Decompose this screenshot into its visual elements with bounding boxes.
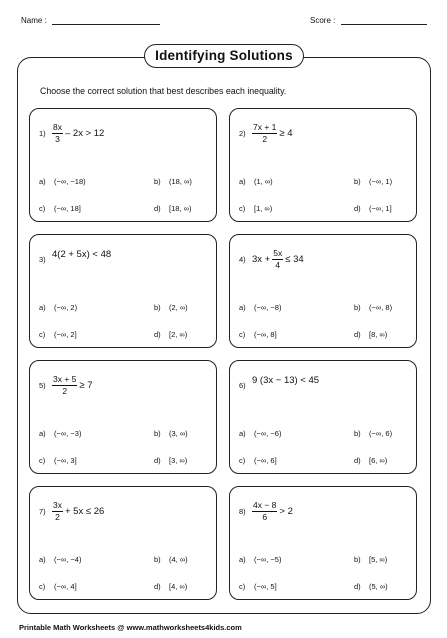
problem-number: 7) — [39, 507, 46, 516]
inequality-expression — [51, 249, 112, 260]
expression-term: 9 (3x − 13) < 45 — [252, 375, 320, 386]
option-letter: b) — [354, 177, 361, 186]
option-b[interactable] — [154, 429, 188, 438]
fraction — [252, 123, 277, 143]
option-c[interactable] — [39, 204, 81, 213]
option-interval: (−∞, 4] — [54, 582, 77, 591]
expression-term: ≥ 7 — [79, 379, 93, 391]
option-letter: a) — [239, 429, 246, 438]
option-interval: [8, ∞) — [369, 330, 388, 339]
option-letter: b) — [354, 429, 361, 438]
option-interval: (−∞, 1) — [369, 177, 393, 186]
option-letter: b) — [154, 429, 161, 438]
name-line[interactable] — [52, 15, 160, 25]
fraction-denominator: 2 — [262, 133, 268, 144]
option-letter: a) — [39, 429, 46, 438]
option-letter: a) — [39, 303, 46, 312]
option-c[interactable] — [239, 456, 277, 465]
score-line[interactable] — [341, 15, 427, 25]
option-letter: b) — [154, 303, 161, 312]
option-c[interactable] — [39, 456, 77, 465]
option-interval: (−∞, −6) — [254, 429, 282, 438]
option-letter: c) — [239, 330, 246, 339]
option-letter: d) — [354, 204, 361, 213]
option-c[interactable] — [239, 330, 277, 339]
option-a[interactable] — [239, 429, 281, 438]
option-interval: (−∞, 3] — [54, 456, 77, 465]
option-letter: b) — [154, 177, 161, 186]
expression-term: ≤ 34 — [285, 253, 304, 265]
option-d[interactable] — [154, 330, 187, 339]
problem-number: 1) — [39, 129, 46, 138]
fraction — [52, 375, 77, 395]
option-c[interactable] — [239, 582, 277, 591]
option-letter: b) — [354, 303, 361, 312]
option-letter: a) — [239, 303, 246, 312]
fraction — [252, 501, 277, 521]
option-letter: c) — [239, 456, 246, 465]
option-letter: d) — [154, 330, 161, 339]
option-c[interactable] — [239, 204, 272, 213]
expression-term: ≥ 4 — [279, 127, 293, 139]
option-letter: a) — [239, 555, 246, 564]
option-letter: a) — [239, 177, 246, 186]
option-b[interactable] — [154, 177, 192, 186]
option-d[interactable] — [354, 204, 392, 213]
option-b[interactable] — [354, 303, 392, 312]
option-interval: (3, ∞) — [169, 429, 188, 438]
inequality-expression — [51, 501, 105, 521]
option-b[interactable] — [354, 177, 392, 186]
option-letter: d) — [154, 204, 161, 213]
inequality-expression — [251, 249, 305, 269]
problem-number: 2) — [239, 129, 246, 138]
option-d[interactable] — [354, 330, 387, 339]
expression-term: – 2x > 12 — [64, 127, 105, 139]
name-field — [21, 15, 160, 25]
option-interval: [18, ∞) — [169, 204, 192, 213]
expression-term: 4(2 + 5x) < 48 — [52, 249, 112, 260]
option-d[interactable] — [154, 582, 187, 591]
problem-card-4 — [229, 234, 417, 348]
problem-card-5 — [29, 360, 217, 474]
option-d[interactable] — [354, 456, 387, 465]
option-interval: [3, ∞) — [169, 456, 188, 465]
option-interval: (−∞, 6) — [369, 429, 393, 438]
option-d[interactable] — [154, 204, 191, 213]
fraction-denominator: 2 — [62, 385, 68, 396]
fraction-numerator: 4x − 8 — [253, 500, 277, 510]
inequality-expression — [51, 123, 105, 143]
instruction-text: Choose the correct solution that best describes each inequality. — [40, 86, 287, 96]
expression-term: + 5x ≤ 26 — [64, 505, 105, 517]
option-c[interactable] — [39, 582, 77, 591]
problem-card-2 — [229, 108, 417, 222]
option-letter: d) — [354, 330, 361, 339]
option-interval: [4, ∞) — [169, 582, 188, 591]
problem-card-8 — [229, 486, 417, 600]
option-a[interactable] — [239, 303, 281, 312]
option-interval: [2, ∞) — [169, 330, 188, 339]
option-letter: d) — [354, 456, 361, 465]
option-d[interactable] — [154, 456, 187, 465]
option-interval: (18, ∞) — [169, 177, 192, 186]
option-letter: c) — [39, 204, 46, 213]
option-interval: (−∞, 8) — [369, 303, 393, 312]
option-b[interactable] — [354, 429, 392, 438]
option-interval: (−∞, 2] — [54, 330, 77, 339]
option-interval: (4, ∞) — [169, 555, 188, 564]
problem-card-3 — [29, 234, 217, 348]
problem-number: 6) — [239, 381, 246, 390]
option-interval: (−∞, −18) — [54, 177, 86, 186]
fraction-denominator: 2 — [55, 511, 60, 522]
option-a[interactable] — [239, 555, 281, 564]
option-c[interactable] — [39, 330, 77, 339]
problem-number: 5) — [39, 381, 46, 390]
option-letter: d) — [354, 582, 361, 591]
option-interval: (−∞, 2) — [54, 303, 78, 312]
option-a[interactable] — [39, 177, 86, 186]
option-letter: d) — [154, 582, 161, 591]
option-interval: [6, ∞) — [369, 456, 388, 465]
option-letter: c) — [39, 330, 46, 339]
option-a[interactable] — [239, 177, 273, 186]
option-interval: (5, ∞) — [369, 582, 388, 591]
problem-card-1 — [29, 108, 217, 222]
footer-credit: Printable Math Worksheets @ www.mathworksheets4kids.com — [19, 623, 242, 632]
option-interval: (−∞, 6] — [254, 456, 277, 465]
option-interval: (−∞, −5) — [254, 555, 282, 564]
option-interval: (−∞, 5] — [254, 582, 277, 591]
option-a[interactable] — [39, 555, 81, 564]
problem-number: 8) — [239, 507, 246, 516]
option-d[interactable] — [354, 582, 388, 591]
fraction-numerator: 5x — [273, 248, 283, 258]
option-interval: (−∞, −4) — [54, 555, 82, 564]
fraction-numerator: 3x — [53, 500, 62, 510]
inequality-expression — [251, 501, 294, 521]
expression-term: > 2 — [279, 505, 293, 517]
page-title: Identifying Solutions — [144, 44, 304, 68]
option-letter: b) — [354, 555, 361, 564]
option-interval: [5, ∞) — [369, 555, 388, 564]
fraction — [52, 501, 63, 521]
option-letter: d) — [154, 456, 161, 465]
option-letter: c) — [39, 456, 46, 465]
option-interval: (−∞, −8) — [254, 303, 282, 312]
option-b[interactable] — [154, 555, 188, 564]
fraction-numerator: 3x + 5 — [53, 374, 77, 384]
option-interval: (2, ∞) — [169, 303, 188, 312]
option-a[interactable] — [39, 429, 81, 438]
option-interval: (−∞, 8] — [254, 330, 277, 339]
name-label: Name : — [21, 16, 47, 25]
fraction — [52, 123, 63, 143]
option-letter: a) — [39, 177, 46, 186]
option-letter: c) — [239, 204, 246, 213]
option-letter: a) — [39, 555, 46, 564]
fraction-numerator: 7x + 1 — [253, 122, 277, 132]
fraction-numerator: 8x — [53, 122, 62, 132]
option-interval: (−∞, 1] — [369, 204, 392, 213]
fraction-denominator: 3 — [55, 133, 60, 144]
option-b[interactable] — [354, 555, 387, 564]
inequality-expression — [51, 375, 94, 395]
option-a[interactable] — [39, 303, 77, 312]
inequality-expression — [251, 375, 320, 386]
option-letter: c) — [239, 582, 246, 591]
option-interval: (1, ∞) — [254, 177, 273, 186]
option-interval: (−∞, 18] — [54, 204, 81, 213]
problem-number: 3) — [39, 255, 46, 264]
option-interval: [1, ∞) — [254, 204, 273, 213]
problem-card-6 — [229, 360, 417, 474]
problem-number: 4) — [239, 255, 246, 264]
option-b[interactable] — [154, 303, 188, 312]
score-field — [310, 15, 427, 25]
fraction-denominator: 6 — [262, 511, 268, 522]
option-letter: b) — [154, 555, 161, 564]
option-letter: c) — [39, 582, 46, 591]
score-label: Score : — [310, 16, 336, 25]
fraction-denominator: 4 — [275, 259, 281, 270]
fraction — [272, 249, 283, 269]
option-interval: (−∞, −3) — [54, 429, 82, 438]
problem-card-7 — [29, 486, 217, 600]
inequality-expression — [251, 123, 294, 143]
expression-term: 3x + — [252, 253, 271, 265]
